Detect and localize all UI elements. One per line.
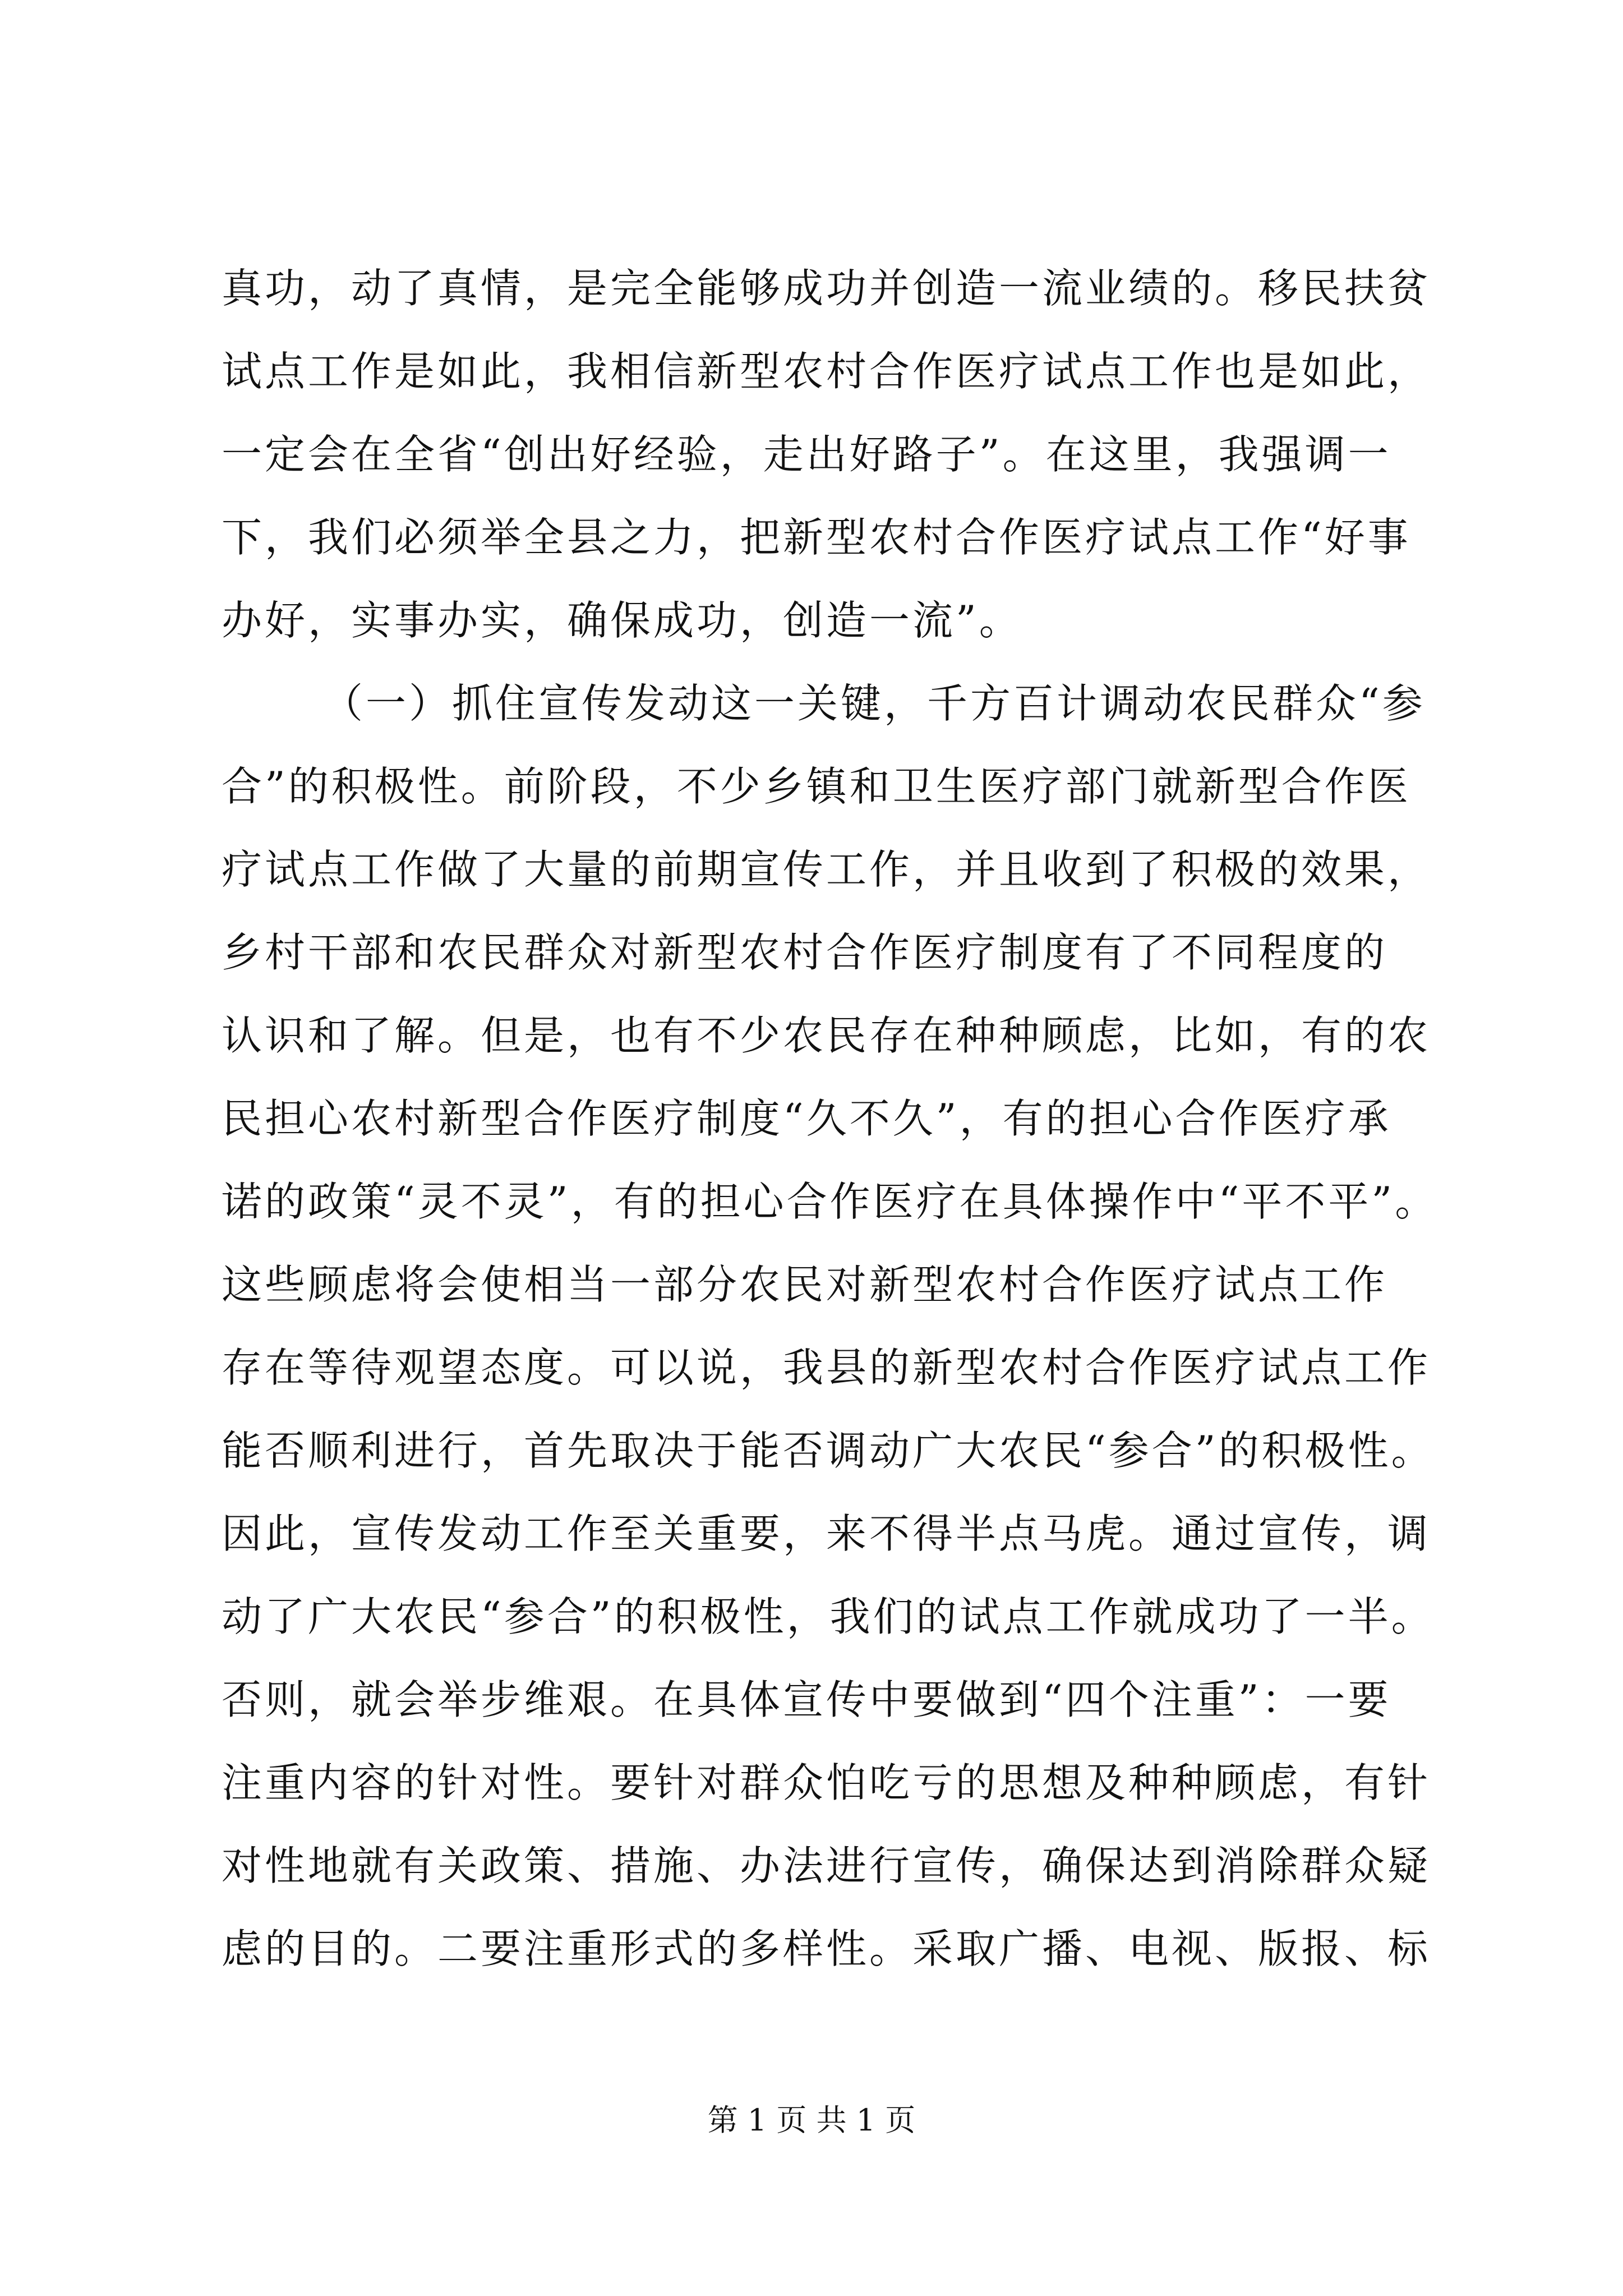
- text-line: 注重内容的针对性。要针对群众怕吃亏的思想及种种顾虑，有针: [222, 1759, 1431, 1806]
- text-line: 认识和了解。但是，也有不少农民存在种种顾虑，比如，有的农: [222, 1012, 1431, 1059]
- text-line: 诺的政策“灵不灵”，有的担心合作医疗在具体操作中“平不平”。: [222, 1178, 1438, 1225]
- document-body: [222, 247, 1438, 1990]
- text-line: 合”的积极性。前阶段，不少乡镇和卫生医疗部门就新型合作医: [222, 763, 1411, 810]
- text-line: 下，我们必须举全县之力，把新型农村合作医疗试点工作“好事: [222, 514, 1411, 561]
- text-line: 真功，动了真情，是完全能够成功并创造一流业绩的。移民扶贫: [222, 265, 1431, 312]
- paragraph-start-line: （一）抓住宣传发动这一关键，千方百计调动农民群众“参: [322, 680, 1426, 727]
- text-line: 乡村干部和农民群众对新型农村合作医疗制度有了不同程度的: [222, 929, 1388, 976]
- text-line: 一定会在全省“创出好经验，走出好路子”。在这里，我强调一: [222, 431, 1391, 478]
- text-line: 动了广大农民“参合”的积极性，我们的试点工作就成功了一半。: [222, 1593, 1435, 1640]
- text-line: 能否顺利进行，首先取决于能否调动广大农民“参合”的积极性。: [222, 1427, 1435, 1474]
- text-line: 办好，实事办实，确保成功，创造一流”。: [222, 597, 1022, 644]
- text-line: 这些顾虑将会使相当一部分农民对新型农村合作医疗试点工作: [222, 1261, 1388, 1308]
- text-line: 因此，宣传发动工作至关重要，来不得半点马虎。通过宣传，调: [222, 1510, 1431, 1557]
- text-line: 疗试点工作做了大量的前期宣传工作，并且收到了积极的效果，: [222, 846, 1431, 893]
- page-footer: 第 1 页 共 1 页: [707, 2102, 916, 2138]
- text-line: 民担心农村新型合作医疗制度“久不久”，有的担心合作医疗承: [222, 1095, 1391, 1142]
- text-line: 对性地就有关政策、措施、办法进行宣传，确保达到消除群众疑: [222, 1842, 1431, 1889]
- text-line: 虑的目的。二要注重形式的多样性。采取广播、电视、版报、标: [222, 1925, 1431, 1972]
- text-line: 否则，就会举步维艰。在具体宣传中要做到“四个注重”：一要: [222, 1676, 1391, 1723]
- text-line: 试点工作是如此，我相信新型农村合作医疗试点工作也是如此，: [222, 348, 1431, 395]
- text-line: 存在等待观望态度。可以说，我县的新型农村合作医疗试点工作: [222, 1344, 1431, 1391]
